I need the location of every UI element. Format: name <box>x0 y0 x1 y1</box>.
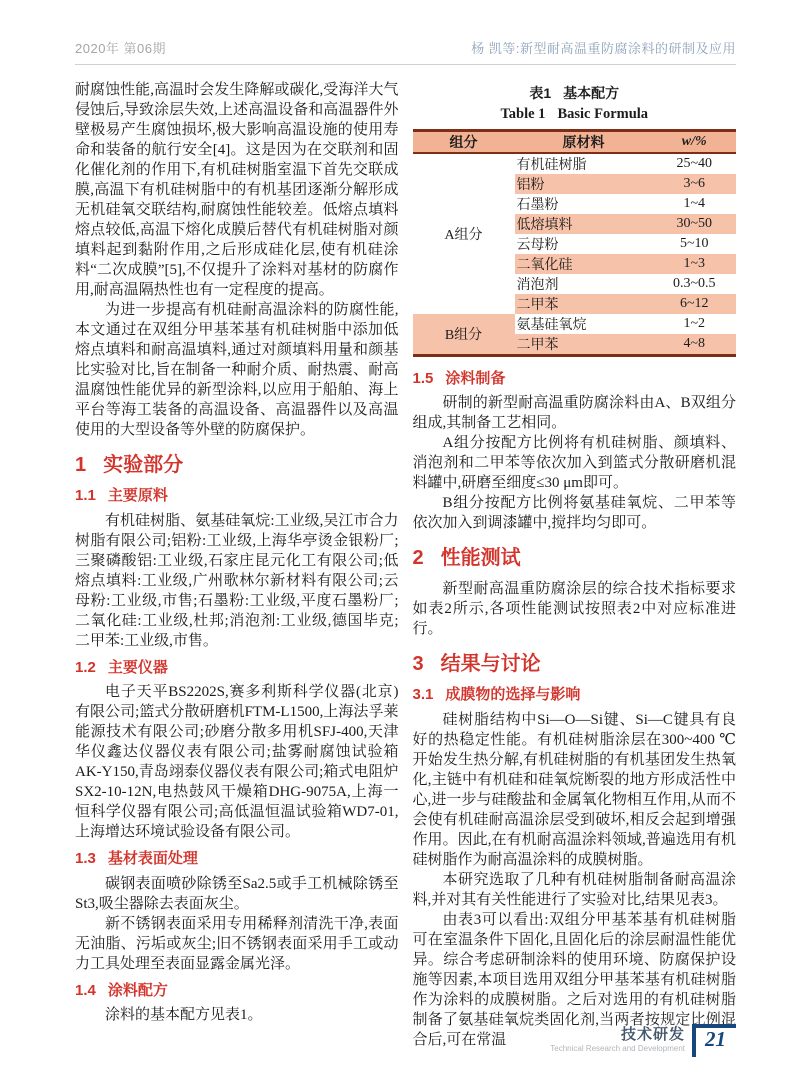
paragraph: 由表3可以看出:双组分甲基苯基有机硅树脂可在室温条件下固化,且固化后的涂层耐温性能优异。综合考虑研制涂料的使用环境、防腐保护设施等因素,本项目选用双组分甲基苯基有机硅树脂作为涂料的成膜树脂。之后对选用的有机硅树脂制备了氨基硅氧烷类固化剂,当两者按规定比例混合后,可在常温 <box>412 911 736 1048</box>
page-footer <box>550 1024 736 1057</box>
value-cell: 4~8 <box>653 334 737 356</box>
footer-section-en: Technical Research and Development <box>550 1043 685 1053</box>
table-caption-zh: 基本配方 <box>563 85 620 101</box>
value-cell: 0.3~0.5 <box>672 275 716 291</box>
section-title: 结果与讨论 <box>440 653 541 676</box>
page-number-bracket <box>692 1024 736 1057</box>
material-cell: 氨基硅氧烷 <box>516 317 587 333</box>
issue-label: 2020年 第06期 <box>75 41 166 56</box>
section-title: 实验部分 <box>103 454 184 476</box>
material-cell: 云母粉 <box>516 237 559 253</box>
section-heading-2 <box>413 546 737 570</box>
table-title-en <box>413 104 737 124</box>
paragraph: 本研究选取了几种有机硅树脂制备耐高温涂料,并对其有关性能进行了实验对比,结果见表3。 <box>412 871 736 908</box>
paragraph: 研制的新型耐高温重防腐涂料由A、B双组分组成,其制备工艺相同。 <box>412 395 736 432</box>
group-b-cell: B组分 <box>413 314 515 356</box>
section-heading-1 <box>75 453 399 477</box>
section-number: 3 <box>412 653 424 676</box>
subsection-title: 基材表面处理 <box>107 850 198 867</box>
material-cell: 石墨粉 <box>516 197 559 213</box>
material-cell: 二甲苯 <box>515 294 653 314</box>
value-cell: 6~12 <box>653 294 737 314</box>
subsection-number: 3.1 <box>412 686 434 704</box>
paragraph: 耐腐蚀性能,高温时会发生降解或碳化,受海洋大气侵蚀后,导致涂层失效,上述高温设备和高温器件外壁极易产生腐蚀损坏,极大影响高温设施的使用寿命和装备的航行安全[4]。这是因为在交联剂和固化催化剂的作用下,有机硅树脂室温下首先交联成膜,高温下有机硅树脂中的有机基团逐渐分解形成无机硅氧交联结构,耐腐蚀性能较差。低熔点填料熔点较低,高温下熔化成膜后替代有机硅树脂对颜填料起到黏附作用,之后形成硅化层,使有机硅涂料“二次成膜”[5],不仅提升了涂料对基材的防腐作用,耐高温隔热性也有一定程度的提高。 <box>75 82 399 298</box>
material-cell: 有机硅树脂 <box>516 157 587 173</box>
col-header-weight-percent: w/% <box>653 130 737 153</box>
paragraph: 涂料的基本配方见表1。 <box>105 1007 263 1023</box>
subsection-number: 1.1 <box>75 487 96 504</box>
paragraph: 新不锈钢表面采用专用稀释剂清洗干净,表面无油脂、污垢或灰尘;旧不锈钢表面采用手工或动力工具处理至表面显露金属光泽。 <box>75 915 399 972</box>
footer-section <box>550 1026 685 1057</box>
two-column-content <box>75 80 736 1050</box>
col-header-component: 组分 <box>413 130 515 153</box>
col-header-material: 原材料 <box>515 130 653 153</box>
value-cell: 30~50 <box>653 214 737 234</box>
material-cell: 消泡剂 <box>516 277 559 293</box>
footer-section-zh: 技术研发 <box>620 1025 685 1043</box>
section-heading-3 <box>413 652 737 676</box>
paragraph: 为进一步提高有机硅耐高温涂料的防腐性能,本文通过在双组分甲基苯基有机硅树脂中添加低熔点填料和耐高温填料,通过对颜填料用量和颜基比实验对比,旨在制备一种耐介质、耐热震、耐高温腐蚀性能优异的新型涂料,以应用于船舶、海上平台等海工装备的高温设备、高温器件以及高温使用的大型设备等外壁的防腐保护。 <box>75 302 399 438</box>
material-cell: 低熔填料 <box>515 214 653 234</box>
subsection-number: 1.2 <box>75 658 96 676</box>
subsection-title: 涂料制备 <box>445 369 506 387</box>
subsection-title: 成膜物的选择与影响 <box>445 686 581 704</box>
right-column <box>413 80 737 1050</box>
formula-table <box>413 129 737 357</box>
table-caption-en: Basic Formula <box>557 105 649 122</box>
value-cell: 3~6 <box>653 174 737 194</box>
page-number: 21 <box>705 1027 726 1051</box>
material-cell: 二甲苯 <box>515 334 653 356</box>
material-cell: 二氧化硅 <box>515 254 653 274</box>
table-label-en: Table 1 <box>500 105 546 122</box>
subsection-title: 主要仪器 <box>107 658 168 676</box>
value-cell: 1~3 <box>653 254 737 274</box>
paragraph: 有机硅树脂、氨基硅氧烷:工业级,吴江市合力树脂有限公司;铝粉:工业级,上海华亭烫金银粉厂;三聚磷酸铝:工业级,石家庄昆元化工有限公司;低熔点填料:工业级,广州歌林尔新材料有限公司;云母粉:工业级,市售;石墨粉:工业级,平度石墨粉厂;二氧化硅:工业级,杜邦;消泡剂:工业级,德国毕克;二甲苯:工业级,市售。 <box>75 512 399 649</box>
subsection-title: 主要原料 <box>107 487 168 504</box>
paragraph: 电子天平BS2202S,赛多利斯科学仪器(北京)有限公司;篮式分散研磨机FTM-L1500,上海法孚莱能源技术有限公司;砂磨分散多用机SFJ-400,天津华仪鑫达仪器仪表有限公司;盐雾耐腐蚀试验箱AK-Y150,青岛翊泰仪器仪表有限公司;箱式电阻炉SX2-10-12N,电热鼓风干燥箱DHG-9075A,上海一恒科学仪器有限公司;高低温恒温试验箱WD7-01,上海增达环境试验设备有限公司。 <box>75 684 399 840</box>
value-cell: 1~2 <box>683 315 706 331</box>
table-title-zh <box>413 84 737 104</box>
subsection-heading-1-3 <box>75 849 399 869</box>
value-cell: 1~4 <box>683 195 706 211</box>
value-cell: 25~40 <box>676 155 713 171</box>
paragraph: B组分按配方比例将氨基硅氧烷、二甲苯等依次加入到调漆罐中,搅拌均匀即可。 <box>412 495 736 532</box>
paragraph: 硅树脂结构中Si—O—Si键、Si—C键具有良好的热稳定性能。有机硅树脂涂层在300~400 ℃开始发生热分解,有机硅树脂的有机基团发生热氧化,主链中有机硅和硅氧烷断裂的地方形成活性中心,进一步与硅酸盐和金属氧化物相互作用,从而不会使有机硅耐高温涂层受到破坏,相反会起到增强作用。因此,在有机耐高温涂料领域,普遍选用有机硅树脂作为耐高温涂料的成膜树脂。 <box>412 711 736 868</box>
section-number: 2 <box>412 547 424 570</box>
table-row <box>413 314 737 334</box>
subsection-number: 1.3 <box>75 850 96 867</box>
table-label-zh: 表1 <box>529 85 552 101</box>
subsection-heading-1-2 <box>75 658 399 678</box>
subsection-heading-1-4 <box>75 981 399 1001</box>
subsection-title: 涂料配方 <box>107 981 168 999</box>
subsection-heading-3-1 <box>413 685 737 705</box>
table-header-row <box>413 130 737 153</box>
paragraph: A组分按配方比例将有机硅树脂、颜填料、消泡剂和二甲苯等依次加入到篮式分散研磨机混料罐中,研磨至细度≤30 μm即可。 <box>412 435 736 492</box>
running-title: 杨 凯等:新型耐高温重防腐涂料的研制及应用 <box>471 41 736 56</box>
table-row <box>413 153 737 174</box>
paragraph: 新型耐高温重防腐涂层的综合技术指标要求如表2所示,各项性能测试按照表2中对应标准进行。 <box>412 581 736 638</box>
subsection-number: 1.4 <box>75 981 96 999</box>
material-cell: 铝粉 <box>515 174 653 194</box>
table-1-basic-formula <box>413 84 737 357</box>
section-title: 性能测试 <box>440 547 521 570</box>
subsection-heading-1-5 <box>413 369 737 389</box>
subsection-number: 1.5 <box>412 369 434 387</box>
left-column <box>75 80 399 1050</box>
paragraph: 碳钢表面喷砂除锈至Sa2.5或手工机械除锈至St3,吸尘器除去表面灰尘。 <box>75 875 399 912</box>
group-a-cell: A组分 <box>444 227 483 243</box>
subsection-heading-1-1 <box>75 486 399 506</box>
value-cell: 5~10 <box>679 235 709 251</box>
page-header <box>75 38 736 65</box>
section-number: 1 <box>75 454 87 476</box>
